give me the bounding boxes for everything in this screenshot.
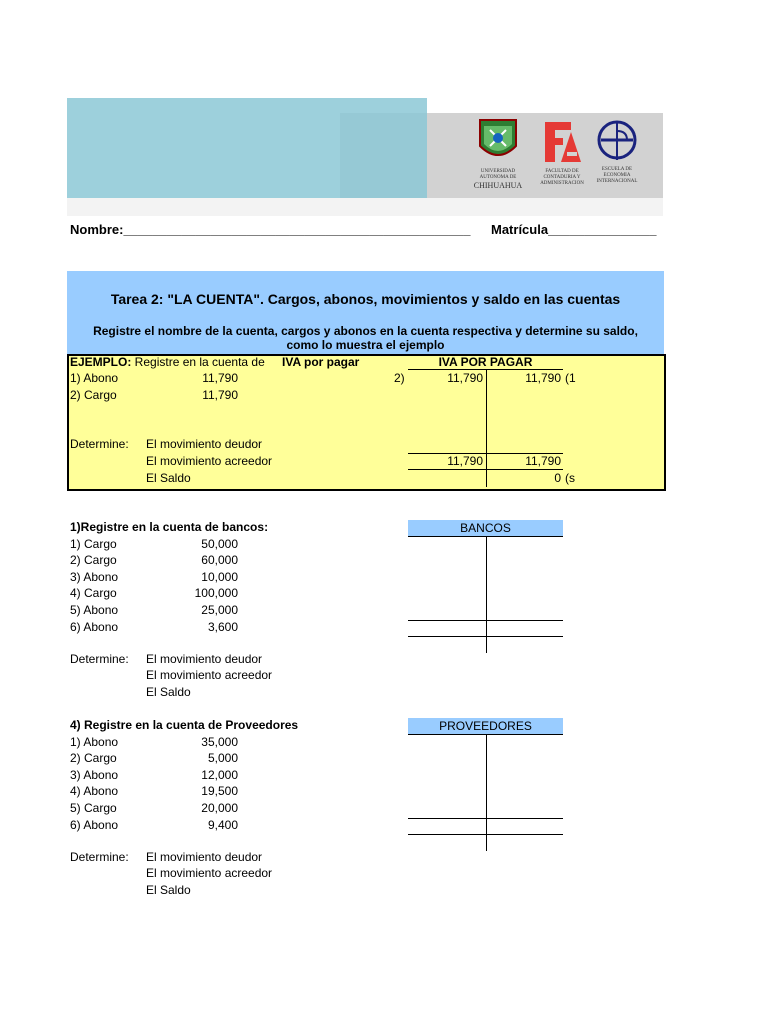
fca-logo (533, 118, 591, 190)
bancos-item-4-label: 4) Cargo (70, 586, 117, 600)
uach-caption-top: UNIVERSIDAD AUTONOMA DE (479, 169, 517, 180)
bancos-item-2-amount: 60,000 (201, 553, 238, 567)
bancos-saldo: El Saldo (146, 685, 191, 699)
example-t-line-2 (408, 469, 563, 470)
fca-mark-icon (533, 118, 591, 166)
ei-logo (594, 118, 640, 190)
example-item-1-label: 1) Abono (70, 371, 119, 385)
example-mov-deudor: El movimiento deudor (146, 437, 263, 451)
bancos-item-6-label: 6) Abono (70, 620, 119, 634)
bancos-item-5-amount: 25,000 (201, 603, 238, 617)
example-saldo-value: 0 (554, 471, 561, 485)
example-right-ref: (1 (565, 371, 576, 385)
nombre-field: Nombre:________________________________________________ (70, 222, 471, 237)
fca-caption: FACULTAD DE CONTADURIA Y ADMINISTRACION (540, 169, 584, 186)
proveedores-mov-deudor: El movimiento deudor (146, 850, 263, 864)
proveedores-item-3-amount: 12,000 (201, 768, 238, 782)
bancos-item-4-amount: 100,000 (194, 586, 238, 600)
proveedores-title: 4) Registre en la cuenta de Proveedores (70, 718, 299, 732)
example-t-title: IVA POR PAGAR (438, 355, 533, 369)
example-left-ref: 2) (394, 371, 405, 385)
bancos-item-5-label: 5) Abono (70, 603, 119, 617)
instructions-line2: como lo muestra el ejemplo (286, 338, 445, 352)
example-item-2-label: 2) Cargo (70, 388, 117, 402)
uach-caption-bottom: CHIHUAHUA (473, 181, 523, 190)
example-label (70, 355, 265, 369)
bancos-t-line-1 (408, 620, 563, 621)
example-account: IVA por pagar (282, 355, 360, 369)
proveedores-determine: Determine: (70, 850, 129, 864)
task-title: Tarea 2: "LA CUENTA". Cargos, abonos, movimientos y saldo en las cuentas (110, 291, 621, 307)
example-acreedor-right: 11,790 (525, 454, 561, 468)
proveedores-item-6-amount: 9,400 (207, 818, 238, 832)
banner-accent (67, 98, 427, 198)
proveedores-t-line-1 (408, 818, 563, 819)
title-box (67, 271, 664, 355)
banner-fade (67, 198, 663, 216)
bancos-determine: Determine: (70, 652, 129, 666)
proveedores-item-4-amount: 19,500 (201, 784, 238, 798)
bancos-item-6-amount: 3,600 (207, 620, 238, 634)
example-saldo-ref: (s (565, 471, 575, 485)
bancos-t-title: BANCOS (408, 520, 563, 537)
bancos-mov-acreedor: El movimiento acreedor (146, 668, 273, 682)
example-left-value: 11,790 (447, 371, 483, 385)
proveedores-item-2-label: 2) Cargo (70, 751, 117, 765)
example-acreedor-left: 11,790 (447, 454, 483, 468)
bancos-t-line-2 (408, 636, 563, 637)
proveedores-item-1-label: 1) Abono (70, 735, 119, 749)
proveedores-item-2-amount: 5,000 (207, 751, 238, 765)
ei-globe-icon (594, 118, 640, 164)
proveedores-item-1-amount: 35,000 (201, 735, 238, 749)
proveedores-saldo: El Saldo (146, 883, 191, 897)
uach-shield-icon (466, 116, 530, 166)
example-determine: Determine: (70, 437, 129, 451)
ei-caption: ESCUELA DE ECONOMIA INTERNACIONAL (596, 167, 638, 184)
uach-logo (466, 116, 530, 188)
bancos-item-3-label: 3) Abono (70, 570, 119, 584)
matricula-field: Matrícula_______________ (491, 222, 657, 237)
proveedores-t-title: PROVEEDORES (408, 718, 563, 735)
example-label-bold: EJEMPLO: (70, 355, 132, 369)
example-item-1-amount: 11,790 (202, 371, 238, 385)
bancos-item-3-amount: 10,000 (201, 570, 238, 584)
bancos-item-1-amount: 50,000 (201, 537, 238, 551)
proveedores-item-5-amount: 20,000 (201, 801, 238, 815)
bancos-mov-deudor: El movimiento deudor (146, 652, 263, 666)
example-label-text: Registre en la cuenta de (131, 355, 265, 369)
example-item-2-amount: 11,790 (202, 388, 238, 402)
proveedores-item-5-label: 5) Cargo (70, 801, 117, 815)
example-mov-acreedor: El movimiento acreedor (146, 454, 273, 468)
proveedores-item-4-label: 4) Abono (70, 784, 119, 798)
proveedores-item-6-label: 6) Abono (70, 818, 119, 832)
bancos-title: 1)Registre en la cuenta de bancos: (70, 520, 269, 534)
example-right-value: 11,790 (525, 371, 561, 385)
proveedores-item-3-label: 3) Abono (70, 768, 119, 782)
bancos-item-2-label: 2) Cargo (70, 553, 117, 567)
proveedores-mov-acreedor: El movimiento acreedor (146, 866, 273, 880)
proveedores-t-line-2 (408, 834, 563, 835)
example-saldo: El Saldo (146, 471, 191, 485)
bancos-item-1-label: 1) Cargo (70, 537, 117, 551)
instructions-line1: Registre el nombre de la cuenta, cargos y abonos en la cuenta respectiva y determine su saldo, (93, 324, 638, 338)
